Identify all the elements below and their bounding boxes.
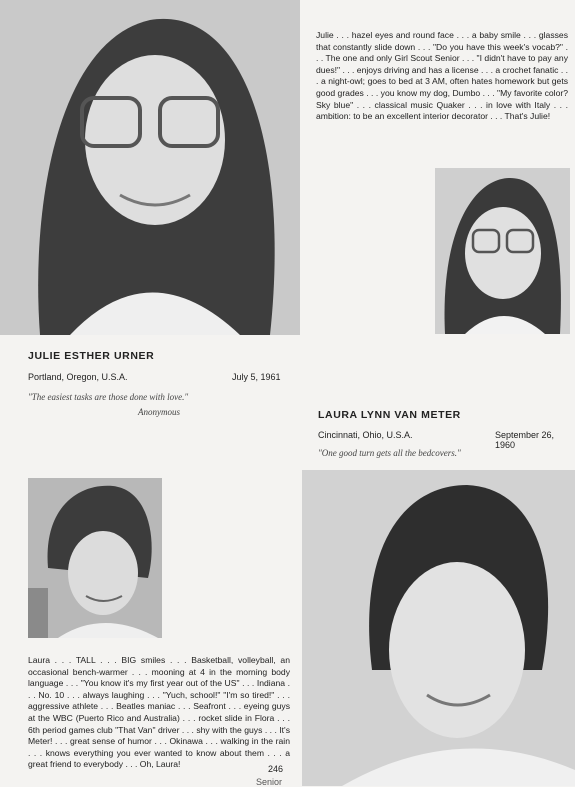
laura-name: LAURA LYNN VAN METER (318, 409, 461, 421)
laura-bio-text: Laura . . . TALL . . . BIG smiles . . . Basketball, volleyball, an occasional bench-warmer . . . mooning at 4 in the morning body language . . . "You know it's my first year out of the US" . . . Indiana . . . No. 10 . . . always laughing . . . "Yuch, school!" "I'm so tired!" . . . aggressive athlete . . . Beatles maniac . . . Seafront . . . eyeing guys at the WBC (Puerto Rico and Australia) . . . rocket slide in Flora . . . 6th period games club "That Van" driver . . . shy with the guys . . . It's Meter! . . . great sense of humor . . . Okinawa . . . walking in the rain . . . knows everything you ever wanted to know about them . . . a great friend to everybody . . . Oh, Laura! (28, 655, 290, 770)
page-number: 246 (268, 764, 284, 774)
julie-birth-date: July 5, 1961 (232, 372, 281, 382)
julie-name: JULIE ESTHER URNER (28, 350, 155, 362)
laura-small-photo (435, 168, 570, 334)
julie-portrait-photo (0, 0, 300, 335)
laura-quote: "One good turn gets all the bedcovers." (318, 448, 461, 458)
laura-location: Cincinnati, Ohio, U.S.A. (318, 430, 413, 440)
running-footer-text: Senior (256, 777, 283, 787)
laura-birth-date: September 26, 1960 (495, 430, 555, 450)
julie-location: Portland, Oregon, U.S.A. (28, 372, 128, 382)
julie-quote-author: Anonymous (138, 407, 180, 417)
julie-quote: "The easiest tasks are those done with love." (28, 392, 189, 402)
julie-bio-text: Julie . . . hazel eyes and round face . . . a baby smile . . . glasses that constantly slide down . . . "Do you have this week's vocab?" . . . The one and only Girl Scout Senior . . . "I didn't have to pay any dues!" . . . enjoys driving and has a license . . . a crochet fanatic . . . a night-owl; goes to bed at 3 AM, often hates homework but gets good grades . . . you know my dog, Dumbo . . . "My favorite color? Sky blue" . . . classical music Quaker . . . in love with Italy . . . ambition: to be an excellent interior decorator . . . That's Julie! (316, 30, 568, 122)
laura-portrait-photo (302, 470, 575, 786)
laura-candid-photo (28, 478, 162, 638)
